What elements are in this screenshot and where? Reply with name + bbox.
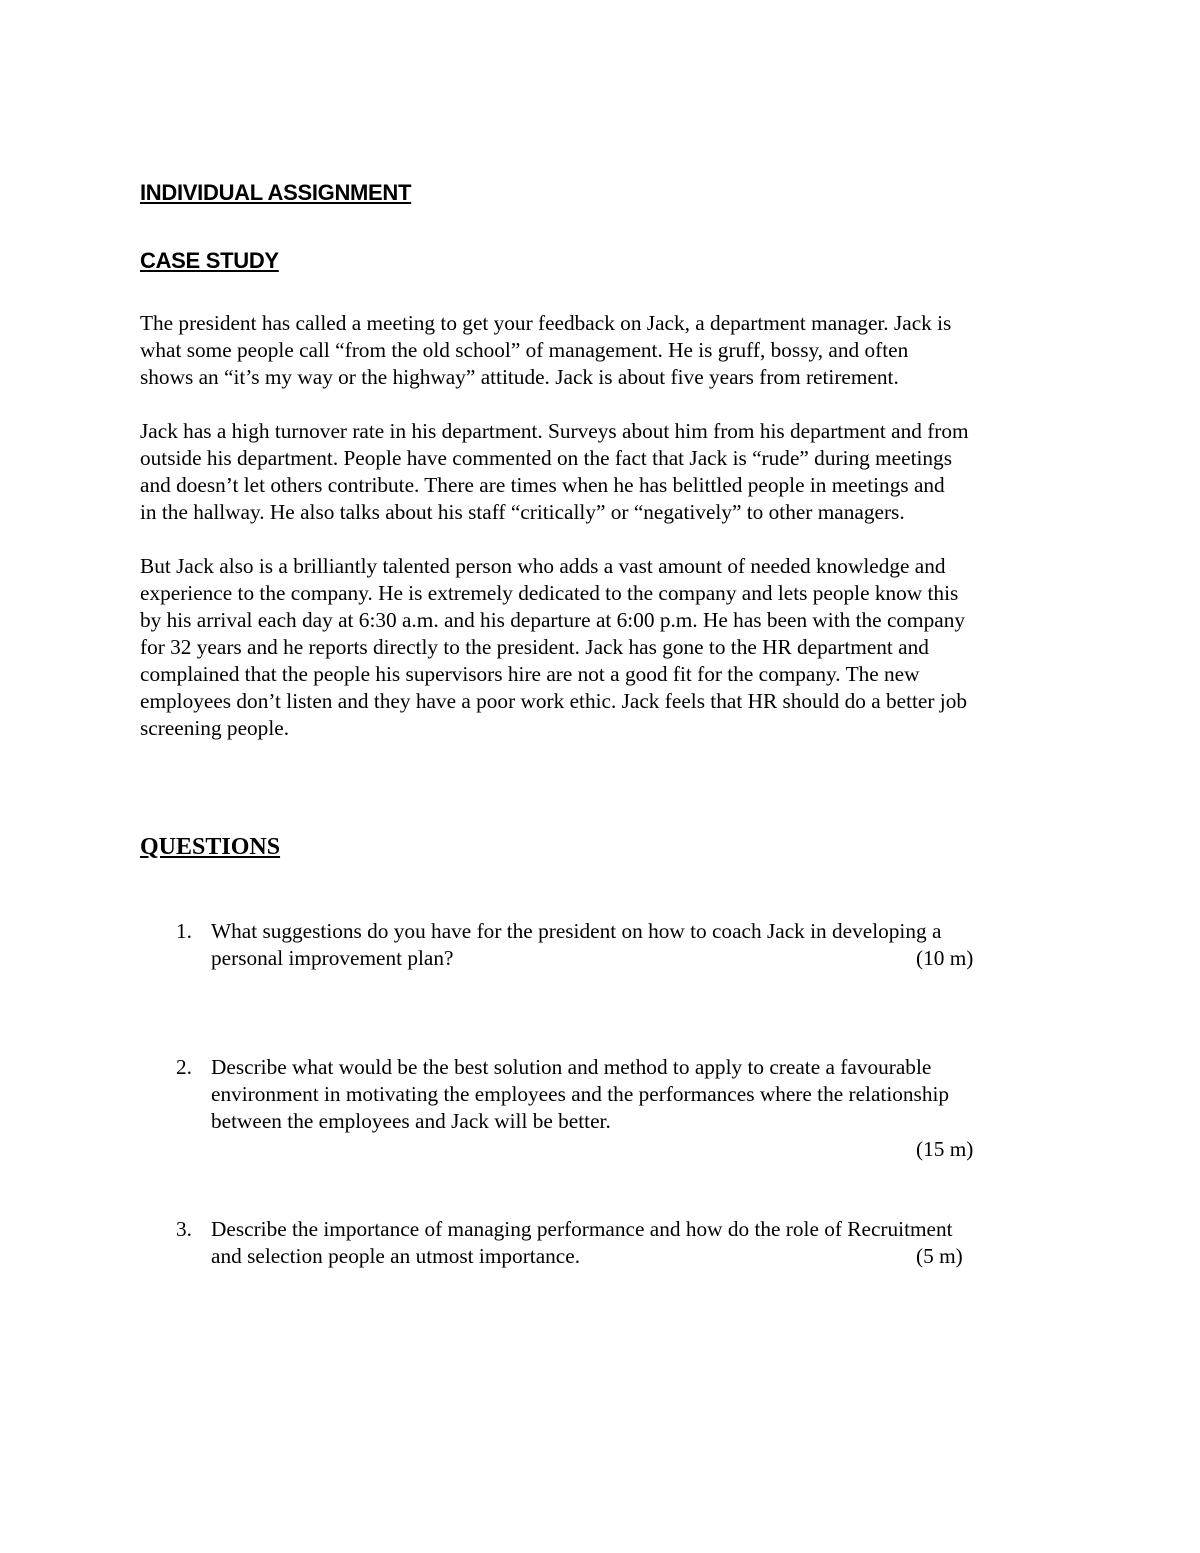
question-line: Describe the importance of managing performance and how do the role of Recruitment [211, 1217, 953, 1241]
paragraph-line: complained that the people his supervisors hire are not a good fit for the company. The new [140, 662, 920, 686]
question-line: Describe what would be the best solution and method to apply to create a favourable [211, 1055, 932, 1079]
case-paragraph-1 [140, 310, 1070, 391]
question-line: personal improvement plan? [211, 946, 454, 970]
paragraph-line: by his arrival each day at 6:30 a.m. and his departure at 6:00 p.m. He has been with the company [140, 608, 966, 632]
paragraph-line: and doesn’t let others contribute. There are times when he has belittled people in meetings and [140, 473, 945, 497]
paragraph-line: employees don’t listen and they have a poor work ethic. Jack feels that HR should do a better job [140, 689, 968, 713]
question-text [211, 1054, 1071, 1135]
paragraph-line: what some people call “from the old school” of management. He is gruff, bossy, and often [140, 338, 909, 362]
paragraph-line: Jack has a high turnover rate in his department. Surveys about him from his department and from [140, 419, 969, 443]
question-marks: (5 m) [916, 1244, 963, 1268]
question-line: environment in motivating the employees and the performances where the relationship [211, 1082, 950, 1106]
paragraph-line: The president has called a meeting to get your feedback on Jack, a department manager. Jack is [140, 311, 952, 335]
question-number: 2. [176, 1055, 192, 1079]
paragraph-line: But Jack also is a brilliantly talented person who adds a vast amount of needed knowledge and [140, 554, 946, 578]
question-line: between the employees and Jack will be better. [211, 1109, 611, 1133]
question-line: and selection people an utmost importance. [211, 1244, 581, 1268]
case-paragraph-3 [140, 553, 1070, 742]
case-study-heading: CASE STUDY [140, 248, 279, 273]
questions-heading: QUESTIONS [140, 834, 281, 860]
paragraph-line: shows an “it’s my way or the highway” attitude. Jack is about five years from retirement. [140, 365, 899, 389]
question-line: What suggestions do you have for the president on how to coach Jack in developing a [211, 919, 942, 943]
paragraph-line: for 32 years and he reports directly to the president. Jack has gone to the HR department and [140, 635, 929, 659]
paragraph-line: experience to the company. He is extremely dedicated to the company and lets people know this [140, 581, 959, 605]
case-paragraph-2 [140, 418, 1070, 526]
question-number: 1. [176, 919, 192, 943]
question-number: 3. [176, 1217, 192, 1241]
paragraph-line: screening people. [140, 716, 290, 740]
paragraph-line: outside his department. People have commented on the fact that Jack is “rude” during meetings [140, 446, 952, 470]
assignment-title: INDIVIDUAL ASSIGNMENT [140, 180, 412, 205]
question-marks: (15 m) [916, 1137, 974, 1161]
question-marks: (10 m) [916, 946, 974, 970]
paragraph-line: in the hallway. He also talks about his staff “critically” or “negatively” to other managers. [140, 500, 905, 524]
